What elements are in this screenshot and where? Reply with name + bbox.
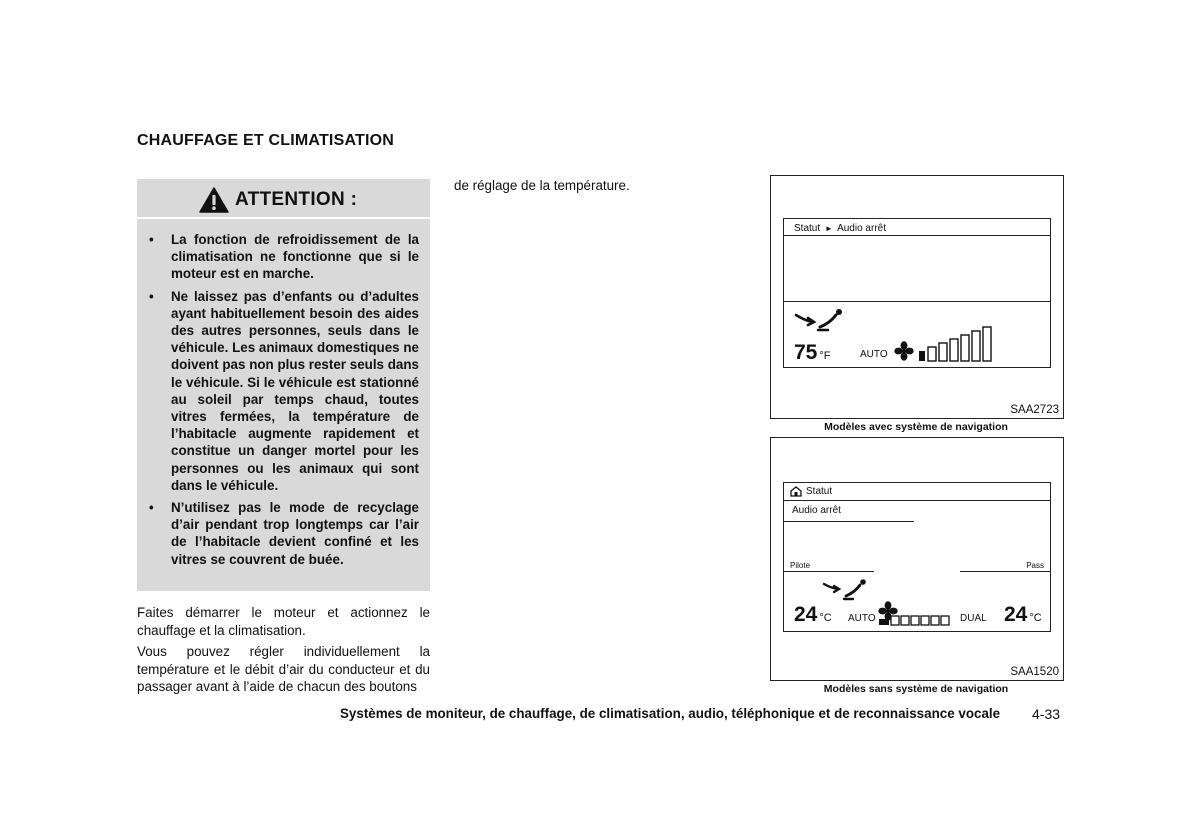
attention-header bbox=[137, 179, 430, 219]
audio-status-text: Audio arrêt bbox=[792, 505, 841, 516]
status-text: Statut bbox=[806, 486, 833, 497]
driver-temperature-unit: °C bbox=[819, 612, 832, 624]
divider bbox=[784, 235, 1050, 236]
fan-speed-bars bbox=[918, 323, 998, 363]
figure-code: SAA1520 bbox=[1010, 666, 1059, 678]
passenger-temperature-value: 24 bbox=[1004, 603, 1028, 626]
divider bbox=[784, 571, 874, 572]
fan-speed-bars bbox=[878, 613, 956, 627]
home-icon bbox=[790, 486, 802, 497]
play-arrow-icon: ► bbox=[824, 224, 833, 233]
audio-status-text: Audio arrêt bbox=[837, 223, 886, 234]
body-paragraph-1: Faites démarrer le moteur et actionnez le chauffage et la climatisation. bbox=[137, 605, 430, 638]
airflow-icon bbox=[822, 578, 870, 606]
page-number: 4-33 bbox=[1032, 706, 1061, 722]
body-continued: de réglage de la température. bbox=[454, 178, 630, 193]
figure-code: SAA2723 bbox=[1010, 404, 1059, 416]
airflow-icon bbox=[794, 307, 846, 337]
driver-temperature bbox=[794, 603, 832, 627]
mode-label: AUTO bbox=[860, 349, 888, 360]
figure-caption: Modèles avec système de navigation bbox=[824, 421, 1008, 433]
attention-item bbox=[149, 499, 419, 568]
driver-label: Pilote bbox=[790, 561, 811, 570]
dual-label: DUAL bbox=[960, 613, 987, 624]
divider bbox=[960, 571, 1050, 572]
attention-item-text: La fonction de refroidissement de la climatisation ne fonctionne que si le moteur est en marche. bbox=[171, 232, 419, 282]
attention-title: ATTENTION : bbox=[235, 189, 358, 210]
passenger-temperature bbox=[1004, 603, 1042, 627]
attention-item-text: Ne laissez pas d’enfants ou d’adultes ayant habituellement besoin des aides des autres personnes, seuls dans le véhicule. Les animaux domestiques ne doivent pas non plus rester seuls dans le véhicule. Si le véhicule est stationné au soleil par temps chaud, toutes vitres fermées, la température de l’habitacle augmente rapidement et constitue un danger mortel pour les personnes ou les animaux qui sont dans le véhicule. bbox=[171, 288, 419, 493]
figure-with-navigation bbox=[770, 175, 1064, 419]
temperature-value: 75 bbox=[794, 341, 818, 364]
status-label bbox=[794, 223, 886, 234]
warning-triangle-icon bbox=[199, 187, 229, 213]
status-label bbox=[790, 486, 832, 497]
section-title: CHAUFFAGE ET CLIMATISATION bbox=[137, 132, 395, 149]
bullet: • bbox=[149, 232, 154, 247]
display-screen bbox=[783, 482, 1051, 632]
driver-temperature-value: 24 bbox=[794, 603, 818, 626]
mode-label: AUTO bbox=[848, 613, 876, 624]
attention-item bbox=[149, 288, 419, 494]
passenger-temperature-unit: °C bbox=[1029, 612, 1042, 624]
divider bbox=[784, 301, 1050, 302]
figure-caption: Modèles sans système de navigation bbox=[823, 683, 1009, 695]
status-text: Statut bbox=[794, 223, 821, 234]
running-footer: Systèmes de moniteur, de chauffage, de climatisation, audio, téléphonique et de reconnaissance vocale bbox=[340, 706, 1001, 721]
display-screen bbox=[783, 218, 1051, 368]
attention-box bbox=[137, 179, 430, 591]
divider bbox=[784, 521, 914, 522]
attention-list bbox=[149, 231, 419, 573]
passenger-label: Pass bbox=[1026, 561, 1044, 570]
attention-item-text: N’utilisez pas le mode de recyclage d’air pendant trop longtemps car l’air de l’habitacle devient confiné et les vitres se couvrent de buée. bbox=[171, 500, 419, 567]
divider bbox=[784, 500, 1050, 501]
fan-icon bbox=[894, 341, 914, 361]
figure-without-navigation bbox=[770, 437, 1064, 681]
attention-item bbox=[149, 231, 419, 283]
bullet: • bbox=[149, 500, 154, 516]
body-paragraph-2: Vous pouvez régler individuellement la température et le débit d’air du conducteur et du passager avant à l’aide de chacun des boutons bbox=[137, 644, 430, 695]
temperature-unit: °F bbox=[819, 350, 831, 362]
temperature-readout bbox=[794, 341, 830, 365]
bullet: • bbox=[149, 288, 154, 304]
